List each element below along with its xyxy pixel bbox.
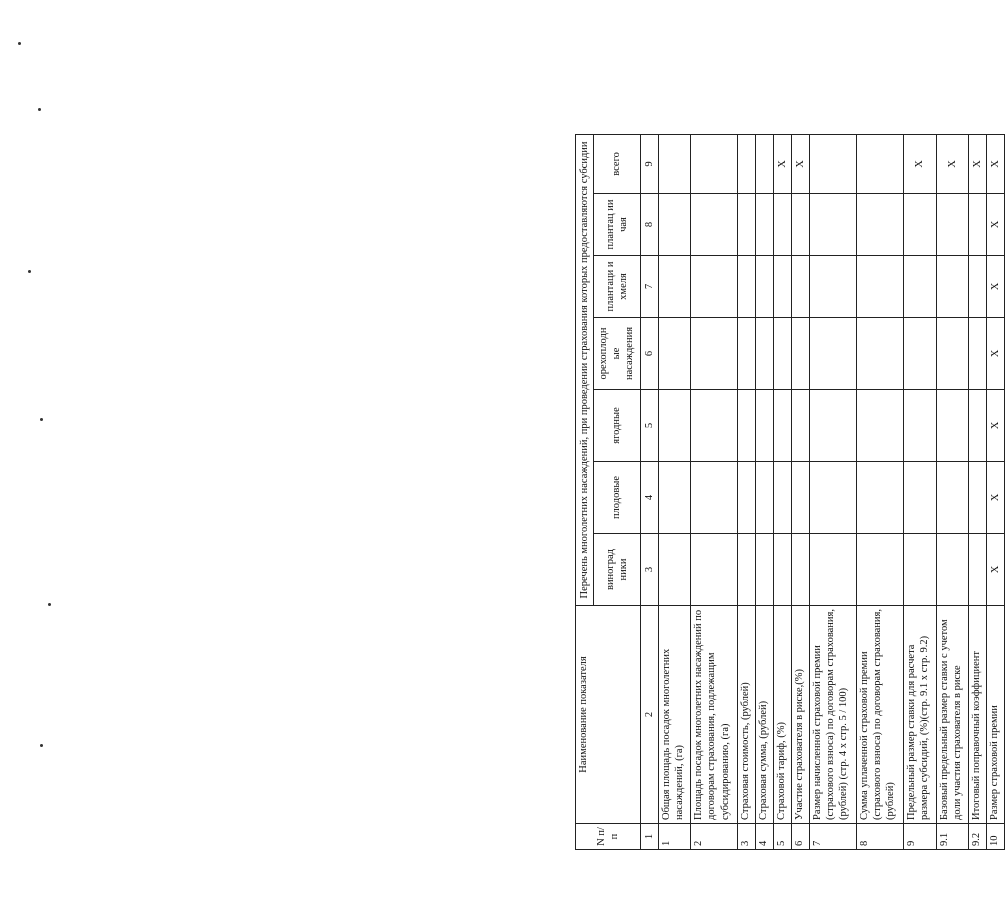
scan-speck xyxy=(40,418,43,421)
value-cell xyxy=(738,390,756,462)
value-cell xyxy=(691,194,738,256)
table-row xyxy=(810,134,857,849)
index-cell: 9 xyxy=(640,134,658,193)
value-cell xyxy=(792,194,810,256)
value-cell xyxy=(658,194,690,256)
value-cell xyxy=(936,462,968,534)
scan-speck xyxy=(28,270,31,273)
row-number: 1 xyxy=(658,824,690,850)
value-cell: X xyxy=(987,534,1005,606)
value-cell xyxy=(936,256,968,318)
header-group: Перечень многолетних насаждений, при проведении страхования которых предоставляются субсидии xyxy=(576,134,594,605)
value-cell xyxy=(810,256,857,318)
subsidy-table xyxy=(575,134,1005,850)
header-col: плантаци и хмеля xyxy=(593,256,640,318)
row-number: 3 xyxy=(738,824,756,850)
row-label: Сумма уплаченной страховой премии (страхового взноса) по договорам страхования, (рублей) xyxy=(857,606,904,824)
value-cell xyxy=(904,462,936,534)
header-num: N п/п xyxy=(576,824,641,850)
value-cell xyxy=(857,318,904,390)
value-cell xyxy=(969,390,987,462)
value-cell xyxy=(756,534,774,606)
index-cell: 4 xyxy=(640,462,658,534)
value-cell xyxy=(969,256,987,318)
index-cell: 6 xyxy=(640,318,658,390)
value-cell xyxy=(658,390,690,462)
value-cell xyxy=(774,390,792,462)
value-cell xyxy=(738,534,756,606)
value-cell xyxy=(774,318,792,390)
value-cell: X xyxy=(987,194,1005,256)
value-cell: X xyxy=(987,134,1005,193)
index-cell: 8 xyxy=(640,194,658,256)
row-number: 9 xyxy=(904,824,936,850)
value-cell: X xyxy=(969,134,987,193)
value-cell xyxy=(810,390,857,462)
value-cell: X xyxy=(904,134,936,193)
table-row xyxy=(792,134,810,849)
value-cell xyxy=(691,318,738,390)
value-cell xyxy=(691,134,738,193)
index-cell: 2 xyxy=(640,606,658,824)
row-number: 4 xyxy=(756,824,774,850)
value-cell xyxy=(969,194,987,256)
value-cell xyxy=(857,390,904,462)
value-cell xyxy=(936,390,968,462)
row-label: Участие страхователя в риске,(%) xyxy=(792,606,810,824)
index-cell: 1 xyxy=(640,824,658,850)
table-row xyxy=(904,134,936,849)
value-cell: X xyxy=(774,134,792,193)
value-cell xyxy=(658,462,690,534)
value-cell xyxy=(738,318,756,390)
value-cell xyxy=(857,534,904,606)
value-cell: X xyxy=(987,462,1005,534)
value-cell xyxy=(774,256,792,318)
value-cell: X xyxy=(987,318,1005,390)
value-cell: X xyxy=(987,256,1005,318)
rotated-table-wrapper xyxy=(575,135,1005,850)
header-col: орехоплодн ые насаждения xyxy=(593,318,640,390)
row-label: Предельный размер ставки для расчета размера субсидий, (%)(стр. 9.1 х стр. 9.2) xyxy=(904,606,936,824)
index-cell: 3 xyxy=(640,534,658,606)
row-number: 9.1 xyxy=(936,824,968,850)
value-cell xyxy=(904,390,936,462)
value-cell xyxy=(904,534,936,606)
row-label: Страховой тариф, (%) xyxy=(774,606,792,824)
row-label: Размер страховой премии xyxy=(987,606,1005,824)
value-cell xyxy=(658,534,690,606)
value-cell xyxy=(792,534,810,606)
scan-speck xyxy=(18,42,21,45)
value-cell xyxy=(792,462,810,534)
row-label: Итоговый поправочный коэффициент xyxy=(969,606,987,824)
table-row xyxy=(738,134,756,849)
row-label: Страховая сумма, (рублей) xyxy=(756,606,774,824)
value-cell xyxy=(774,534,792,606)
row-label: Площадь посадок многолетних насаждений по договорам страхования, подлежащим субсидированию, (га) xyxy=(691,606,738,824)
row-label: Базовый предельный размер ставки с учетом доли участия страхователя в риске xyxy=(936,606,968,824)
value-cell xyxy=(691,390,738,462)
value-cell xyxy=(810,534,857,606)
header-col: всего xyxy=(593,134,640,193)
value-cell xyxy=(691,462,738,534)
table-row xyxy=(857,134,904,849)
table-row xyxy=(756,134,774,849)
value-cell xyxy=(756,194,774,256)
header-name: Наименование показателя xyxy=(576,606,641,824)
value-cell xyxy=(904,318,936,390)
value-cell xyxy=(756,134,774,193)
value-cell xyxy=(857,462,904,534)
header-col: плодовые xyxy=(593,462,640,534)
table-row xyxy=(969,134,987,849)
value-cell xyxy=(658,256,690,318)
value-cell xyxy=(658,134,690,193)
value-cell: X xyxy=(792,134,810,193)
header-col: плантац ии чая xyxy=(593,194,640,256)
scan-speck xyxy=(48,603,51,606)
table-row xyxy=(936,134,968,849)
value-cell xyxy=(738,462,756,534)
value-cell xyxy=(792,256,810,318)
value-cell xyxy=(691,256,738,318)
value-cell xyxy=(810,462,857,534)
value-cell xyxy=(936,194,968,256)
value-cell xyxy=(792,390,810,462)
table-row xyxy=(987,134,1005,849)
table-row xyxy=(658,134,690,849)
row-label: Страховая стоимость, (рублей) xyxy=(738,606,756,824)
value-cell xyxy=(756,256,774,318)
value-cell xyxy=(756,462,774,534)
value-cell xyxy=(857,256,904,318)
value-cell xyxy=(738,256,756,318)
index-row xyxy=(640,134,658,849)
row-number: 6 xyxy=(792,824,810,850)
value-cell xyxy=(738,134,756,193)
value-cell xyxy=(969,318,987,390)
value-cell xyxy=(810,318,857,390)
row-number: 9.2 xyxy=(969,824,987,850)
value-cell xyxy=(969,534,987,606)
row-number: 5 xyxy=(774,824,792,850)
value-cell xyxy=(738,194,756,256)
row-number: 7 xyxy=(810,824,857,850)
row-number: 10 xyxy=(987,824,1005,850)
row-number: 8 xyxy=(857,824,904,850)
value-cell xyxy=(810,134,857,193)
value-cell xyxy=(756,318,774,390)
index-cell: 5 xyxy=(640,390,658,462)
row-label: Размер начисленной страховой премии (страхового взноса) по договорам страхования, (рублей) (стр. 4 х стр. 5 / 100) xyxy=(810,606,857,824)
value-cell xyxy=(691,534,738,606)
value-cell xyxy=(756,390,774,462)
value-cell xyxy=(936,534,968,606)
table-body xyxy=(658,134,1004,849)
value-cell xyxy=(904,256,936,318)
value-cell xyxy=(936,318,968,390)
value-cell xyxy=(792,318,810,390)
header-col: виноград ники xyxy=(593,534,640,606)
table-row xyxy=(774,134,792,849)
value-cell xyxy=(774,462,792,534)
value-cell xyxy=(774,194,792,256)
value-cell xyxy=(904,194,936,256)
value-cell: X xyxy=(936,134,968,193)
value-cell xyxy=(658,318,690,390)
index-cell: 7 xyxy=(640,256,658,318)
header-col: ягодные xyxy=(593,390,640,462)
row-number: 2 xyxy=(691,824,738,850)
value-cell xyxy=(857,134,904,193)
scan-speck xyxy=(38,108,41,111)
value-cell xyxy=(969,462,987,534)
value-cell: X xyxy=(987,390,1005,462)
row-label: Общая площадь посадок многолетних насаждений, (га) xyxy=(658,606,690,824)
table-row xyxy=(691,134,738,849)
value-cell xyxy=(857,194,904,256)
scan-speck xyxy=(40,744,43,747)
value-cell xyxy=(810,194,857,256)
